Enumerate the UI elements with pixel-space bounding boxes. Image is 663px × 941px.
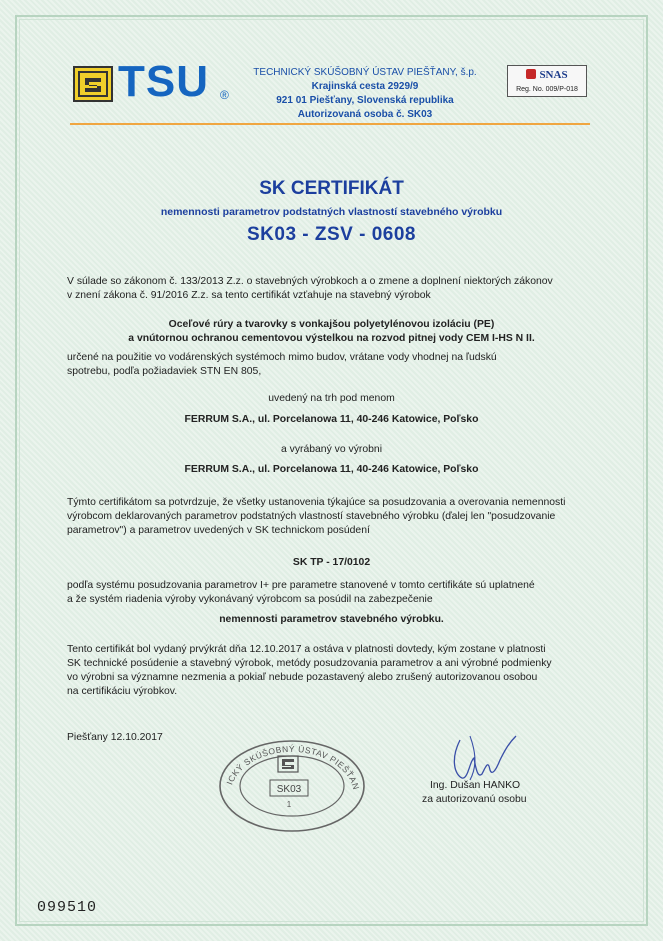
product-line: a vnútornou ochranou cementovou výstelkou na rozvod pitnej vody CEM I-HS N II. [128,333,535,344]
plant-name: FERRUM S.A., ul. Porcelanowa 11, 40-246 Katowice, Poľsko [184,464,479,475]
intro-paragraph [67,275,607,303]
validity-line: na certifikáciu výrobkov. [67,686,178,697]
serial-number: 099510 [37,899,98,916]
institute-name: TECHNICKÝ SKÚŠOBNÝ ÚSTAV PIEŠŤANY, š.p. [253,67,477,78]
header-divider [70,123,590,125]
tsu-logo-icon [73,66,113,102]
market-name: FERRUM S.A., ul. Porcelanowa 11, 40-246 Katowice, Poľsko [184,414,479,425]
logo-registered-mark: ® [220,88,229,102]
snas-registration: Reg. No. 009/P-018 [516,86,578,93]
signatory-name: Ing. Dušan HANKO [430,780,521,791]
snas-label: SNAS [539,69,568,81]
system-line: podľa systému posudzovania parametrov I+ pre parametre stanovené v tomto certifikáte sú uplatnené [67,580,535,591]
confirm-line: výrobcom deklarovaných parametrov podstatných vlastností stavebného výrobku (ďalej len "posudzovanie [67,511,556,522]
validity-line: Tento certifikát bol vydaný prvýkrát dňa 12.10.2017 a ostáva v platnosti dovtedy, kým zostane v platnosti [67,644,546,655]
logo-text: TSU [118,57,209,106]
validity-line: vo výrobni sa významne nezmenia a pokiaľ nebude pozastavený alebo zrušený autorizovanou osobou [67,672,538,683]
stamp-center-text: SK03 [276,784,302,795]
institute-street: Krajinská cesta 2929/9 [311,81,419,92]
validity-line: SK technické posúdenie a stavebný výrobok, metódy posudzovania parametrov a ani výrobné podmienky [67,658,552,669]
certificate-title: SK CERTIFIKÁT [259,178,404,199]
stamp-ring-text: ICKÝ SKÚŠOBNÝ ÚSTAV PIEŠŤAN [224,743,362,791]
technical-assessment-number: SK TP - 17/0102 [292,557,371,568]
intro-line: V súlade so zákonom č. 133/2013 Z.z. o stavebných výrobkoch a o zmene a doplnení niektorých zákonov [67,276,553,287]
signatory-role: za autorizovanú osobu [422,794,527,805]
snas-flag-icon [526,69,536,79]
certificate-number: SK03 - ZSV - 0608 [246,224,417,245]
use-line: spotrebu, podľa požiadaviek STN EN 805, [67,366,262,377]
confirmation-paragraph [67,496,607,538]
signatory-block [422,779,527,807]
system-line: a že systém riadenia výroby vykonávaný výrobcom sa posúdil na zabezpečenie [67,594,433,605]
intended-use [67,351,607,379]
product-line: Oceľové rúry a tvarovky s vonkajšou polyetylénovou izoláciu (PE) [168,319,495,330]
plant-label: a vyrábaný vo výrobni [280,444,383,455]
system-paragraph [67,579,607,607]
use-line: určené na použitie vo vodárenských systémoch mimo budov, vrátane vody vhodnej na ľudskú [67,352,497,363]
validity-paragraph [67,643,607,699]
product-name [0,318,663,346]
official-stamp [217,738,367,834]
snas-badge [507,65,587,97]
confirm-line: Týmto certifikátom sa potvrdzuje, že všetky ustanovenia týkajúce sa posudzovania a overovania nemennosti [67,497,566,508]
institute-header [240,66,490,122]
place-date: Piešťany 12.10.2017 [67,732,163,743]
stamp-number: 1 [286,800,292,809]
market-label: uvedený na trh pod menom [268,393,395,404]
confirm-line: parametrov") a parametrov uvedených v SK technickom posúdení [67,525,370,536]
institute-city: 921 01 Piešťany, Slovenská republika [276,95,454,106]
constancy-statement: nemennosti parametrov stavebného výrobku. [219,614,444,625]
certificate-subtitle: nemennosti parametrov podstatných vlastností stavebného výrobku [160,206,503,218]
institute-authorization: Autorizovaná osoba č. SK03 [297,109,433,120]
svg-text:TECHNICKÝ SKÚŠOBNÝ ÚSTAV PIEŠŤ [217,738,361,791]
intro-line: v znení zákona č. 91/2016 Z.z. sa tento certifikát vzťahuje na stavebný výrobok [67,290,431,301]
